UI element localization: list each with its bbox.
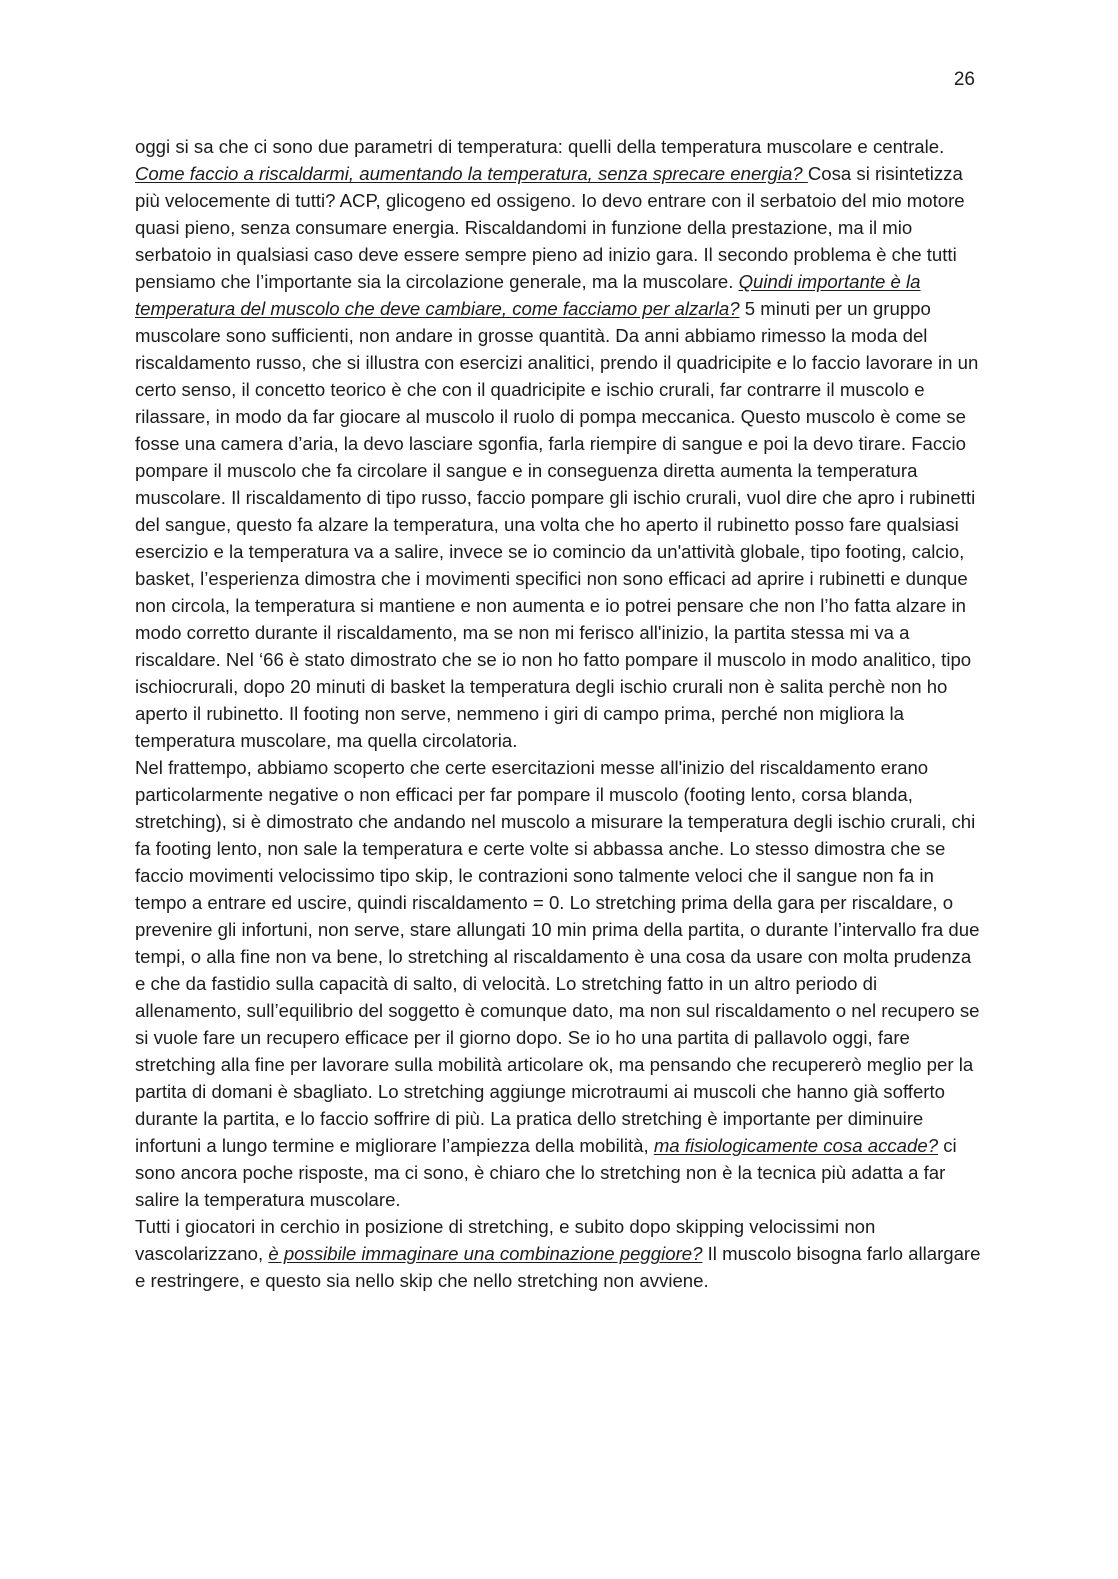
highlighted-question: Quindi importante è la temperatura del muscolo che deve cambiare, come facciamo per alzarla? — [135, 271, 921, 319]
paragraph — [135, 133, 981, 160]
highlighted-question: è possibile immaginare una combinazione peggiore? — [268, 1243, 703, 1264]
paragraph — [135, 754, 981, 1213]
text-run: ci sono ancora poche risposte, ma ci sono, è chiaro che lo stretching non è la tecnica più adatta a far salire la temperatura muscolare. — [135, 1135, 957, 1210]
highlighted-question: Come faccio a riscaldarmi, aumentando la temperatura, senza sprecare energia? — [135, 163, 808, 184]
text-run: Nel frattempo, abbiamo scoperto che certe esercitazioni messe all'inizio del riscaldamento erano particolarmente negative o non efficaci per far pompare il muscolo (footing lento, corsa blanda, stretching), si è dimostrato che andando nel muscolo a misurare la temperatura degli ischio crurali, chi fa footing lento, non sale la temperatura e certe volte si abbassa anche. Lo stesso dimostra che se faccio movimenti velocissimo tipo skip, le contrazioni sono talmente veloci che il sangue non fa in tempo a entrare ed uscire, quindi riscaldamento = 0. Lo stretching prima della gara per riscaldare, o prevenire gli infortuni, non serve, stare allungati 10 min prima della partita, o durante l’intervallo fra due tempi, o alla fine non va bene, lo stretching al riscaldamento è una cosa da usare con molta prudenza e che da fastidio sulla capacità di salto, di velocità. Lo stretching fatto in un altro periodo di allenamento, sull’equilibrio del soggetto è comunque dato, ma non sul riscaldamento o nel recupero se si vuole fare un recupero efficace per il giorno dopo. Se io ho una partita di pallavolo oggi, fare stretching alla fine per lavorare sulla mobilità articolare ok, ma pensando che recupererò meglio per la partita di domani è sbagliato. Lo stretching aggiunge microtraumi ai muscoli che hanno già sofferto durante la partita, e lo faccio soffrire di più. La pratica dello stretching è importante per diminuire infortuni a lungo termine e migliorare l’ampiezza della mobilità, — [135, 757, 980, 1156]
page-number: 26 — [953, 69, 975, 90]
text-run: Cosa si risintetizza più velocemente di tutti? ACP, glicogeno ed ossigeno. Io devo entrare con il serbatoio del mio motore quasi pieno, senza consumare energia. Riscaldandomi in funzione della prestazione, ma il mio serbatoio in qualsiasi caso deve essere sempre pieno ad inizio gara. Il secondo problema è che tutti pensiamo che l’importante sia la circolazione generale, ma la muscolare. — [135, 163, 965, 292]
text-run: Tutti i giocatori in cerchio in posizione di stretching, e subito dopo skipping velocissimi non vascolarizzano, — [135, 1216, 876, 1264]
text-run: 5 minuti per un gruppo muscolare sono sufficienti, non andare in grosse quantità. Da anni abbiamo rimesso la moda del riscaldamento russo, che si illustra con esercizi analitici, prendo il quadricipite e lo faccio lavorare in un certo senso, il concetto teorico è che con il quadricipite e ischio crurali, far contrarre il muscolo e rilassare, in modo da far giocare al muscolo il ruolo di pompa meccanica. Questo muscolo è come se fosse una camera d’aria, la devo lasciare sgonfia, farla riempire di sangue e poi la devo tirare. Faccio pompare il muscolo che fa circolare il sangue e in conseguenza diretta aumenta la temperatura muscolare. Il riscaldamento di tipo russo, faccio pompare gli ischio crurali, vuol dire che apro i rubinetti del sangue, questo fa alzare la temperatura, una volta che ho aperto il rubinetto posso fare qualsiasi esercizio e la temperatura va a salire, invece se io comincio da un'attività globale, tipo footing, calcio, basket, l’esperienza dimostra che i movimenti specifici non sono efficaci ad aprire i rubinetti e dunque non circola, la temperatura si mantiene e non aumenta e io potrei pensare che non l’ho fatta alzare in modo corretto durante il riscaldamento, ma se non mi ferisco all'inizio, la partita stessa mi va a riscaldare. Nel ‘66 è stato dimostrato che se io non ho fatto pompare il muscolo in modo analitico, tipo ischiocrurali, dopo 20 minuti di basket la temperatura degli ischio crurali non è salita perchè non ho aperto il rubinetto. Il footing non serve, nemmeno i giri di campo prima, perché non migliora la temperatura muscolare, ma quella circolatoria. — [135, 298, 979, 751]
text-run: Il muscolo bisogna farlo allargare e restringere, e questo sia nello skip che nello stretching non avviene. — [135, 1243, 981, 1291]
highlighted-question: ma fisiologicamente cosa accade? — [653, 1135, 939, 1156]
body-text — [135, 133, 981, 1294]
paragraph — [135, 1213, 981, 1294]
paragraph — [135, 160, 981, 754]
text-run: oggi si sa che ci sono due parametri di temperatura: quelli della temperatura muscolare e centrale. — [135, 136, 945, 157]
